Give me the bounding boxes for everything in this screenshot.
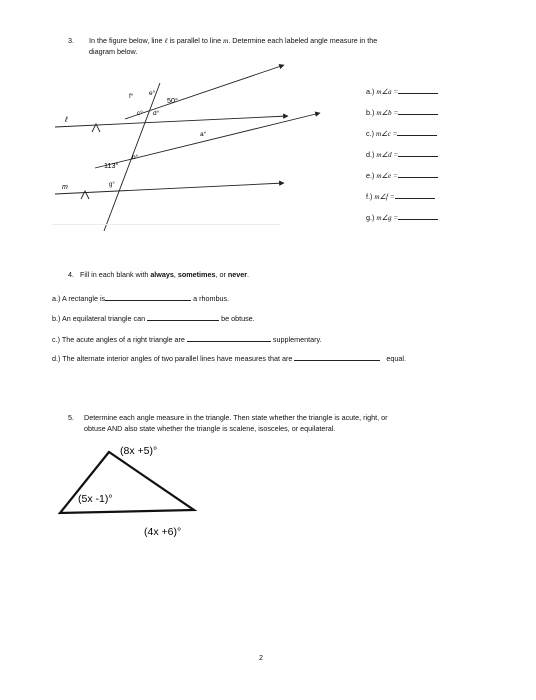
q4-item-a (52, 292, 229, 303)
q3-answer-e (366, 169, 438, 190)
answer-expr: m∠d = (376, 151, 399, 159)
q4-word-always: always (150, 270, 174, 279)
q3-line-m: m (223, 37, 229, 45)
angle-d-label: d° (153, 110, 160, 117)
q3-answer-f (366, 190, 438, 211)
answer-blank[interactable] (397, 127, 437, 136)
angle-f-label: f° (129, 93, 134, 100)
q4-item-after: supplementary. (272, 335, 322, 344)
answer-prefix: e.) (366, 171, 375, 180)
q4-item-after: a rhombus. (193, 294, 230, 303)
q4-sep2: , or (215, 270, 228, 279)
answer-blank[interactable] (398, 85, 438, 94)
q4-item-label: c.) (52, 335, 60, 344)
q4-item-d (52, 352, 406, 363)
figure-separator (52, 224, 280, 225)
line-m-label: m (62, 184, 68, 191)
angle-top-label: (8x +5)° (120, 445, 158, 457)
transversal-lower (95, 113, 320, 168)
q4-number: 4. (68, 270, 74, 279)
answer-expr: m∠b = (376, 109, 399, 117)
answer-blank[interactable] (395, 190, 435, 199)
answer-prefix: b.) (366, 108, 375, 117)
answer-prefix: c.) (366, 129, 374, 138)
q3-line-l: ℓ (164, 37, 168, 45)
page-number: 2 (259, 653, 263, 662)
parallel-lines-figure (40, 55, 340, 255)
q4-word-never: never (227, 270, 248, 279)
answer-blank[interactable] (398, 169, 438, 178)
q4-item-before: An equilateral triangle can (62, 314, 146, 323)
answer-expr: m∠a = (376, 88, 399, 96)
q4-item-b (52, 312, 255, 323)
q5-line1: Determine each angle measure in the triangle. Then state whether the triangle is acute, right, or (84, 413, 388, 422)
q4-sep1: , (173, 270, 178, 279)
answer-prefix: f.) (366, 192, 373, 201)
angle-c-label: c° (137, 110, 143, 117)
angle-b-label: b° (132, 154, 139, 161)
q4-item-before: The alternate interior angles of two parallel lines have measures that are (62, 354, 293, 363)
angle-50-label: 50° (167, 96, 178, 105)
angle-left-label: (5x -1)° (78, 493, 113, 505)
q4-word-sometimes: sometimes (177, 270, 216, 279)
q4-blank-b[interactable] (147, 312, 219, 321)
line-l-label: ℓ (65, 115, 68, 124)
q4-item-before: The acute angles of a right triangle are (61, 335, 185, 344)
answer-prefix: g.) (366, 213, 375, 222)
q3-answer-c (366, 127, 438, 148)
q5-number: 5. (68, 413, 74, 422)
line-m (55, 183, 284, 194)
angle-bottom-label: (4x +6)° (144, 526, 182, 538)
q3-answer-g (366, 211, 438, 232)
q4-end: . (247, 270, 250, 279)
q3-answer-b (366, 106, 438, 127)
q4-item-label: b.) (52, 314, 61, 323)
angle-e-label: e° (149, 90, 156, 97)
answer-expr: m∠f = (374, 193, 395, 201)
q4-blank-c[interactable] (187, 333, 271, 342)
q4-item-after: equal. (386, 354, 406, 363)
q4-item-before: A rectangle is (62, 294, 106, 303)
q3-answer-list (366, 85, 438, 232)
angle-113-label: 113° (104, 161, 119, 170)
q3-prompt (89, 36, 377, 45)
triangle-figure (52, 440, 212, 540)
answer-prefix: a.) (366, 87, 375, 96)
q5-line2: obtuse AND also state whether the triangle is scalene, isosceles, or equilateral. (84, 424, 336, 433)
answer-expr: m∠g = (376, 214, 399, 222)
answer-blank[interactable] (398, 211, 438, 220)
q4-prompt (68, 270, 249, 279)
answer-prefix: d.) (366, 150, 375, 159)
line-l (55, 116, 288, 127)
q4-item-after: be obtuse. (221, 314, 255, 323)
q3-prompt-pre: In the figure below, line (89, 36, 165, 45)
q3-number: 3. (68, 36, 74, 45)
q3-answer-a (366, 85, 438, 106)
angle-g-label: g° (109, 182, 115, 188)
q3-answer-d (366, 148, 438, 169)
q4-prompt-pre: Fill in each blank with (80, 270, 151, 279)
q4-item-label: a.) (52, 294, 61, 303)
q4-blank-a[interactable] (105, 292, 191, 301)
answer-blank[interactable] (398, 148, 438, 157)
q4-item-label: d.) (52, 354, 61, 363)
angle-a-label: a° (200, 131, 207, 138)
q3-prompt-post: . Determine each labeled angle measure in the (228, 36, 378, 45)
q4-item-c (52, 333, 322, 344)
q3-prompt-mid: is parallel to line (167, 36, 224, 45)
answer-expr: m∠e = (376, 172, 398, 180)
q4-blank-d[interactable] (294, 352, 380, 361)
q3-prompt-line2: diagram below. (89, 47, 138, 56)
answer-expr: m∠c = (375, 130, 398, 138)
answer-blank[interactable] (398, 106, 438, 115)
